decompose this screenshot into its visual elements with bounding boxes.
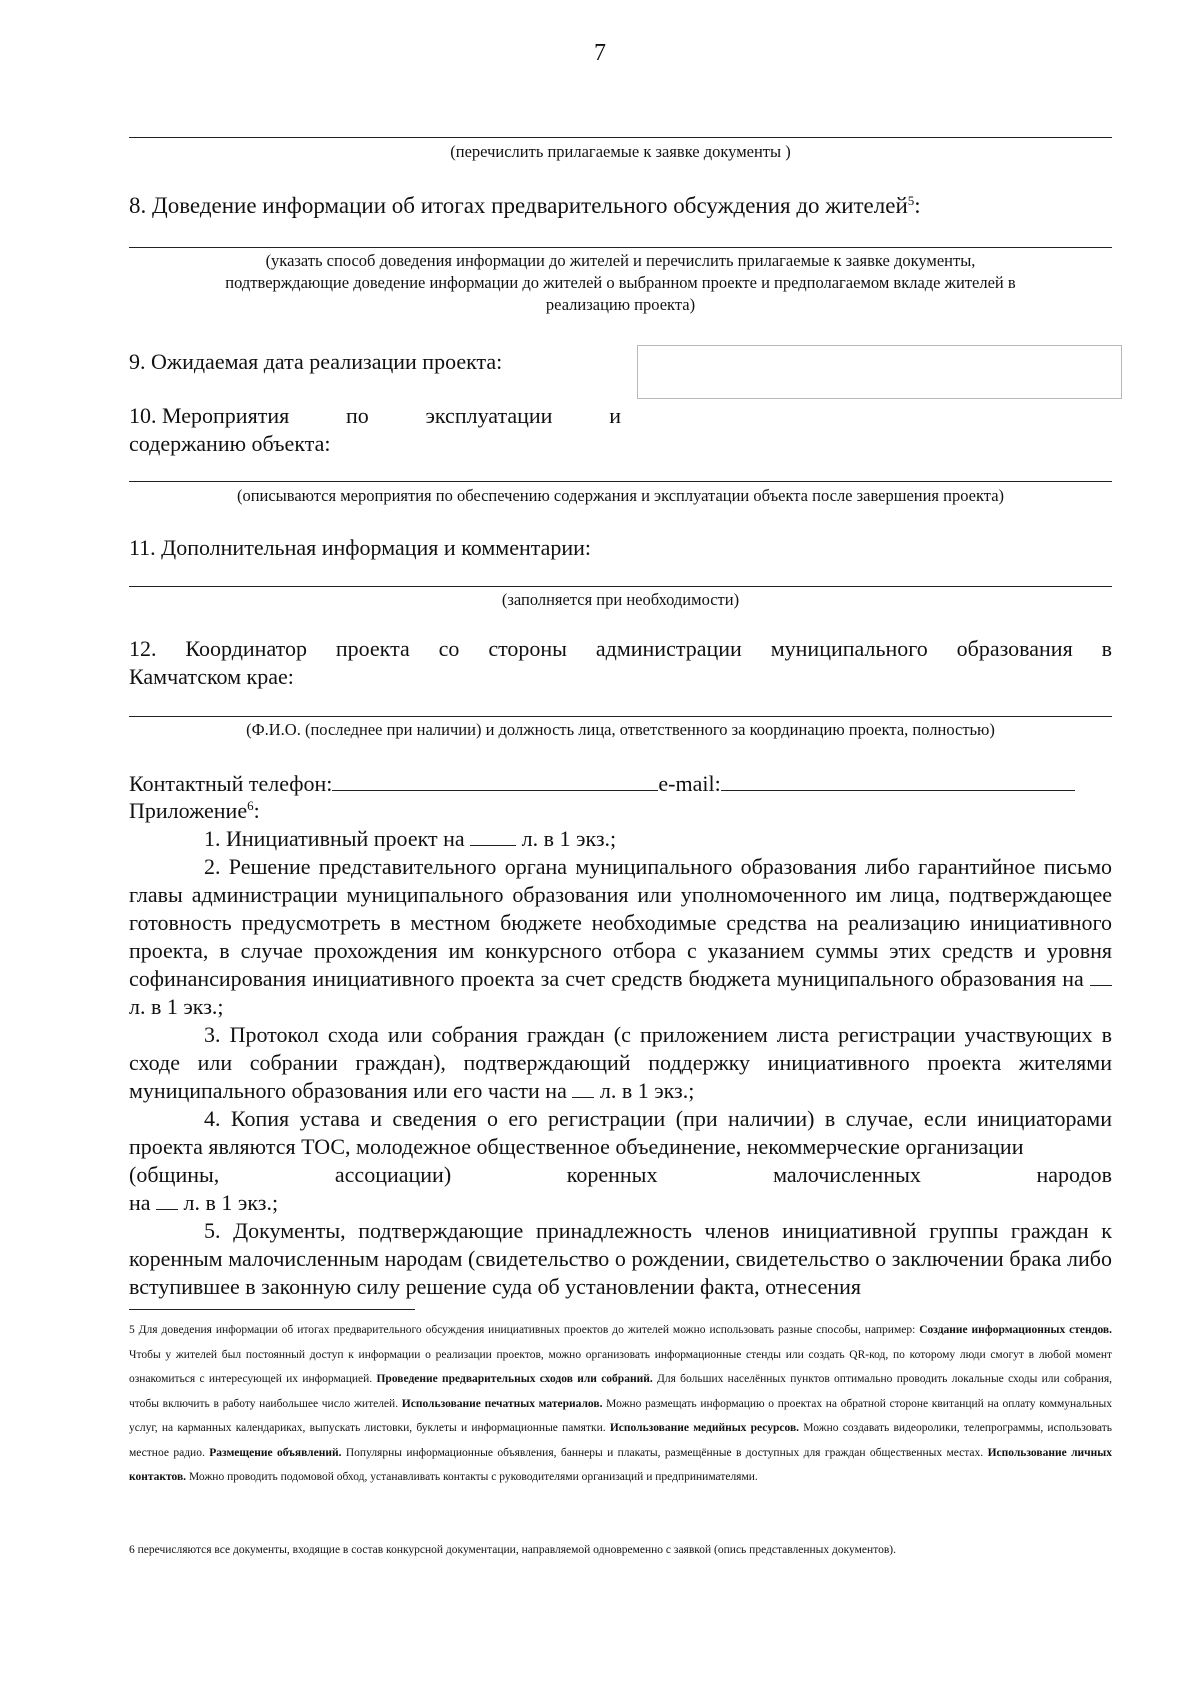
item-4-word2: ассоциации) bbox=[334, 1162, 452, 1187]
footnote-5 bbox=[129, 1318, 1112, 1490]
section-10-line2: содержанию объекта: bbox=[129, 431, 331, 456]
fn5-text-3: Можно размещать информацию о проектах на обратной стороне квитанций на оплату коммунальных услуг, на карманных календариках, выпускать листовки, буклеты и информационные памятки. bbox=[129, 1397, 1113, 1434]
section-8-caption-line3: реализацию проекта) bbox=[545, 295, 696, 314]
fn5-text-4: Можно создавать видеоролики, телепрограммы, использовать местное радио. bbox=[129, 1422, 1113, 1459]
item-1-pages-field[interactable] bbox=[470, 825, 516, 846]
appendix-title bbox=[129, 797, 260, 825]
appendix-item-3-end: л. в 1 экз.; bbox=[599, 1078, 695, 1103]
phone-label: Контактный телефон: bbox=[129, 771, 333, 796]
section-11-title: 11. Дополнительная информация и комментарии: bbox=[129, 535, 592, 560]
fn5-bold-3: Использование печатных материалов. bbox=[401, 1397, 603, 1410]
section-12-caption: (Ф.И.О. (последнее при наличии) и должность лица, ответственного за координацию проекта, полностью) bbox=[246, 720, 995, 739]
footnote-ref-5: 5 bbox=[907, 193, 915, 208]
item-4-word3: коренных bbox=[566, 1162, 658, 1187]
appendix-item-3 bbox=[129, 1021, 1112, 1105]
fn5-bold-6: Использование личных контактов. bbox=[129, 1446, 1113, 1483]
section-8-text: 8. Доведение информации об итогах предварительного обсуждения до жителей bbox=[129, 193, 908, 218]
appendix-item-1-end: л. в 1 экз.; bbox=[521, 826, 617, 851]
section-10-word1: 10. Мероприятия bbox=[129, 403, 290, 428]
appendix-text: Приложение bbox=[129, 798, 248, 823]
footnote-ref-6: 6 bbox=[247, 798, 254, 813]
footnote-6: 6 перечисляются все документы, входящие в состав конкурсной документации, направляемой одновременно с заявкой (опись представленных документов). bbox=[129, 1544, 896, 1556]
section-8-line[interactable] bbox=[129, 247, 1112, 248]
appendix-item-2 bbox=[129, 853, 1112, 1021]
item-4-word1: (общины, bbox=[129, 1162, 220, 1187]
contacts-row bbox=[129, 770, 1112, 798]
section-8-title bbox=[129, 192, 921, 220]
appendix-item-1 bbox=[204, 825, 616, 853]
section-12-line2: Камчатском крае: bbox=[129, 664, 294, 689]
section-12-line1: 12. Координатор проекта со стороны администрации муниципального образования в bbox=[129, 636, 1112, 661]
fn5-bold-4: Использование медийных ресурсов. bbox=[609, 1422, 800, 1434]
fn5-bold-1: Создание информационных стендов. bbox=[919, 1324, 1113, 1336]
appendix-item-4-end-line bbox=[129, 1189, 278, 1217]
section-11-line[interactable] bbox=[129, 586, 1112, 587]
section-8-colon: : bbox=[914, 193, 921, 218]
item-4-word4: малочисленных bbox=[773, 1162, 921, 1187]
fn5-intro: 5 Для доведения информации об итогах предварительного обсуждения инициативных проектов до жителей можно использовать разные способы, например: bbox=[129, 1324, 916, 1336]
appendix-item-5: 5. Документы, подтверждающие принадлежность членов инициативной группы граждан к коренным малочисленным народам (свидетельство о рождении, свидетельство о заключении брака либо вступившее в законную силу решение суда об установлении факта, отнесения bbox=[129, 1218, 1112, 1299]
email-field[interactable] bbox=[721, 770, 1075, 791]
attached-docs-line[interactable] bbox=[129, 137, 1112, 138]
fn5-bold-5: Размещение объявлений. bbox=[209, 1446, 342, 1459]
section-10-word3: эксплуатации bbox=[425, 403, 553, 428]
fn5-text-1: Чтобы у жителей был постоянный доступ к информации о реализации проектов, можно организовать информационные стенды или создать QR-код, по которому люди смогут в любой момент ознакомиться с интересующей их информацией. bbox=[129, 1348, 1112, 1385]
section-8-caption-line2: подтверждающие доведение информации до жителей о выбранном проекте и предполагаемом вкладе жителей в bbox=[225, 273, 1016, 292]
phone-field[interactable] bbox=[332, 770, 658, 791]
item-2-pages-field[interactable] bbox=[1090, 965, 1112, 986]
section-9-title: 9. Ожидаемая дата реализации проекта: bbox=[129, 349, 503, 374]
item-4-pages-field[interactable] bbox=[156, 1189, 178, 1210]
fn5-bold-2: Проведение предварительных сходов или собраний. bbox=[376, 1373, 653, 1385]
page-number: 7 bbox=[594, 40, 606, 66]
section-8-caption bbox=[129, 250, 1112, 316]
item-4-end: л. в 1 экз.; bbox=[183, 1190, 279, 1215]
fn5-text-5: Популярны информационные объявления, баннеры и плакаты, размещённые в доступных для граждан общественных местах. bbox=[345, 1446, 984, 1459]
attached-docs-caption: (перечислить прилагаемые к заявке документы ) bbox=[450, 142, 791, 161]
fn5-text-2: Для больших населённых пунктов оптимально проводить локальные сходы или собрания, чтобы включить в работу наибольшее число жителей. bbox=[129, 1373, 1113, 1410]
appendix-item-4-spread bbox=[129, 1161, 1112, 1189]
section-8-caption-line1: (указать способ доведения информации до жителей и перечислить прилагаемые к заявке документы, bbox=[265, 251, 976, 270]
section-11-caption: (заполняется при необходимости) bbox=[501, 590, 740, 609]
date-input-box[interactable] bbox=[637, 345, 1122, 399]
section-10-line1 bbox=[129, 402, 621, 430]
fn5-text-6: Можно проводить подомовой обход, устанавливать контакты с руководителями организаций и предпринимателями. bbox=[188, 1471, 758, 1483]
footnote-separator bbox=[129, 1309, 415, 1310]
appendix-item-1-text: 1. Инициативный проект на bbox=[204, 826, 465, 851]
section-10-word4: и bbox=[609, 403, 621, 428]
section-10-line[interactable] bbox=[129, 481, 1112, 482]
appendix-item-2-end: л. в 1 экз.; bbox=[129, 994, 224, 1019]
appendix-item-3-text: 3. Протокол схода или собрания граждан (с приложением листа регистрации участвующих в сходе или собрании граждан), подтверждающий поддержку инициативного проекта жителями муниципального образования или его части на bbox=[129, 1022, 1112, 1103]
section-10-caption: (описываются мероприятия по обеспечению содержания и эксплуатации объекта после завершения проекта) bbox=[236, 486, 1005, 505]
email-label: e-mail: bbox=[658, 771, 721, 796]
section-10-word2: по bbox=[345, 403, 369, 428]
section-12-line[interactable] bbox=[129, 716, 1112, 717]
item-3-pages-field[interactable] bbox=[572, 1077, 594, 1098]
item-4-na: на bbox=[129, 1190, 151, 1215]
item-4-word5: народов bbox=[1036, 1162, 1112, 1187]
appendix-item-4-top: 4. Копия устава и сведения о его регистрации (при наличии) в случае, если инициаторами проекта являются ТОС, молодежное общественное объединение, некоммерческие организации bbox=[129, 1106, 1112, 1159]
appendix-item-2-text: 2. Решение представительного органа муниципального образования либо гарантийное письмо главы администрации муниципального образования или уполномоченного им лица, подтверждающее готовность предусмотреть в местном бюджете необходимые средства на реализацию инициативного проекта, в случае прохождения им конкурсного отбора с указанием суммы этих средств и уровня софинансирования инициативного проекта за счет средств бюджета муниципального образования на bbox=[129, 854, 1112, 991]
appendix-colon: : bbox=[253, 798, 260, 823]
